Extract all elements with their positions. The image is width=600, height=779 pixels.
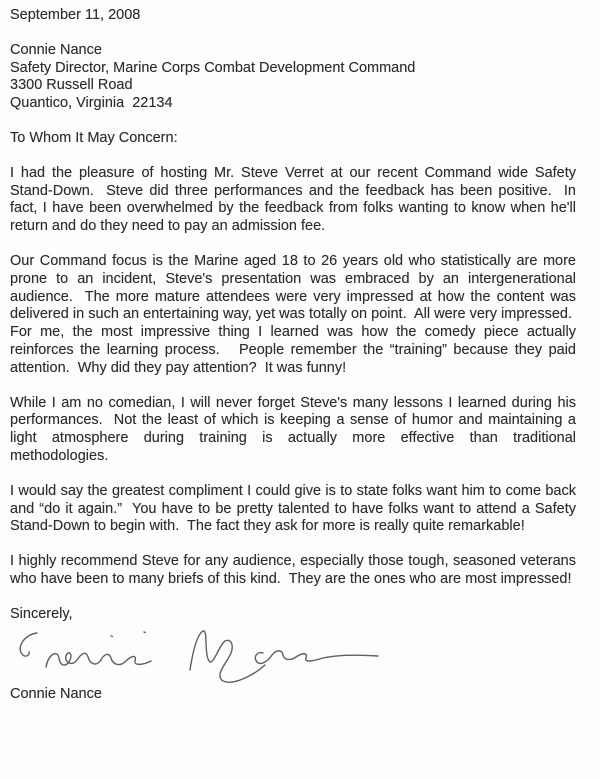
- closing: Sincerely,: [10, 605, 73, 622]
- sender-name: Connie Nance: [10, 41, 102, 58]
- salutation: To Whom It May Concern:: [10, 129, 178, 146]
- letter-date: September 11, 2008: [10, 7, 141, 23]
- sender-city-state-zip: Quantico, Virginia 22134: [10, 95, 173, 112]
- signed-name: Connie Nance: [10, 685, 102, 702]
- signature-image: [10, 625, 382, 685]
- body-paragraph-2: Our Command focus is the Marine aged 18 to 26 years old who statistically are more prone to an incident, Steve's presentation was embraced by an intergenerational audience. The more mature attendees were very impressed at how the content was delivered in such an entertaining way, yet was totally on point. All were very impressed. For me, the most impressive thing I learned was how the comedy piece actually reinforces the learning process. People remember the “training” because they paid attention. Why did they pay attention? It was funny!: [10, 252, 576, 376]
- sender-title: Safety Director, Marine Corps Combat Development Command: [10, 59, 416, 76]
- body-paragraph-4: I would say the greatest compliment I could give is to state folks want him to come back and “do it again.” You have to be pretty talented to have folks want to attend a Safety Stand-Down to begin with. The fact they ask for more is really quite remarkable!: [10, 482, 576, 535]
- body-paragraph-1: I had the pleasure of hosting Mr. Steve Verret at our recent Command wide Safety Stand-Down. Steve did three performances and the feedback has been positive. In fact, I have been overwhelmed by the feedback from folks wanting to know when he'll return and do they need to pay an admission fee.: [10, 164, 576, 235]
- signature: [10, 625, 576, 685]
- sender-address-block: [10, 42, 576, 113]
- body-paragraph-3: While I am no comedian, I will never forget Steve's many lessons I learned during his performances. Not the least of which is keeping a sense of humor and maintaining a light atmosphere during training is actually more effective than traditional methodologies.: [10, 394, 576, 464]
- sender-street: 3300 Russell Road: [10, 77, 133, 94]
- body-paragraph-5: I highly recommend Steve for any audience, especially those tough, seasoned veterans who have been to many briefs of this kind. They are the ones who are most impressed!: [10, 553, 576, 587]
